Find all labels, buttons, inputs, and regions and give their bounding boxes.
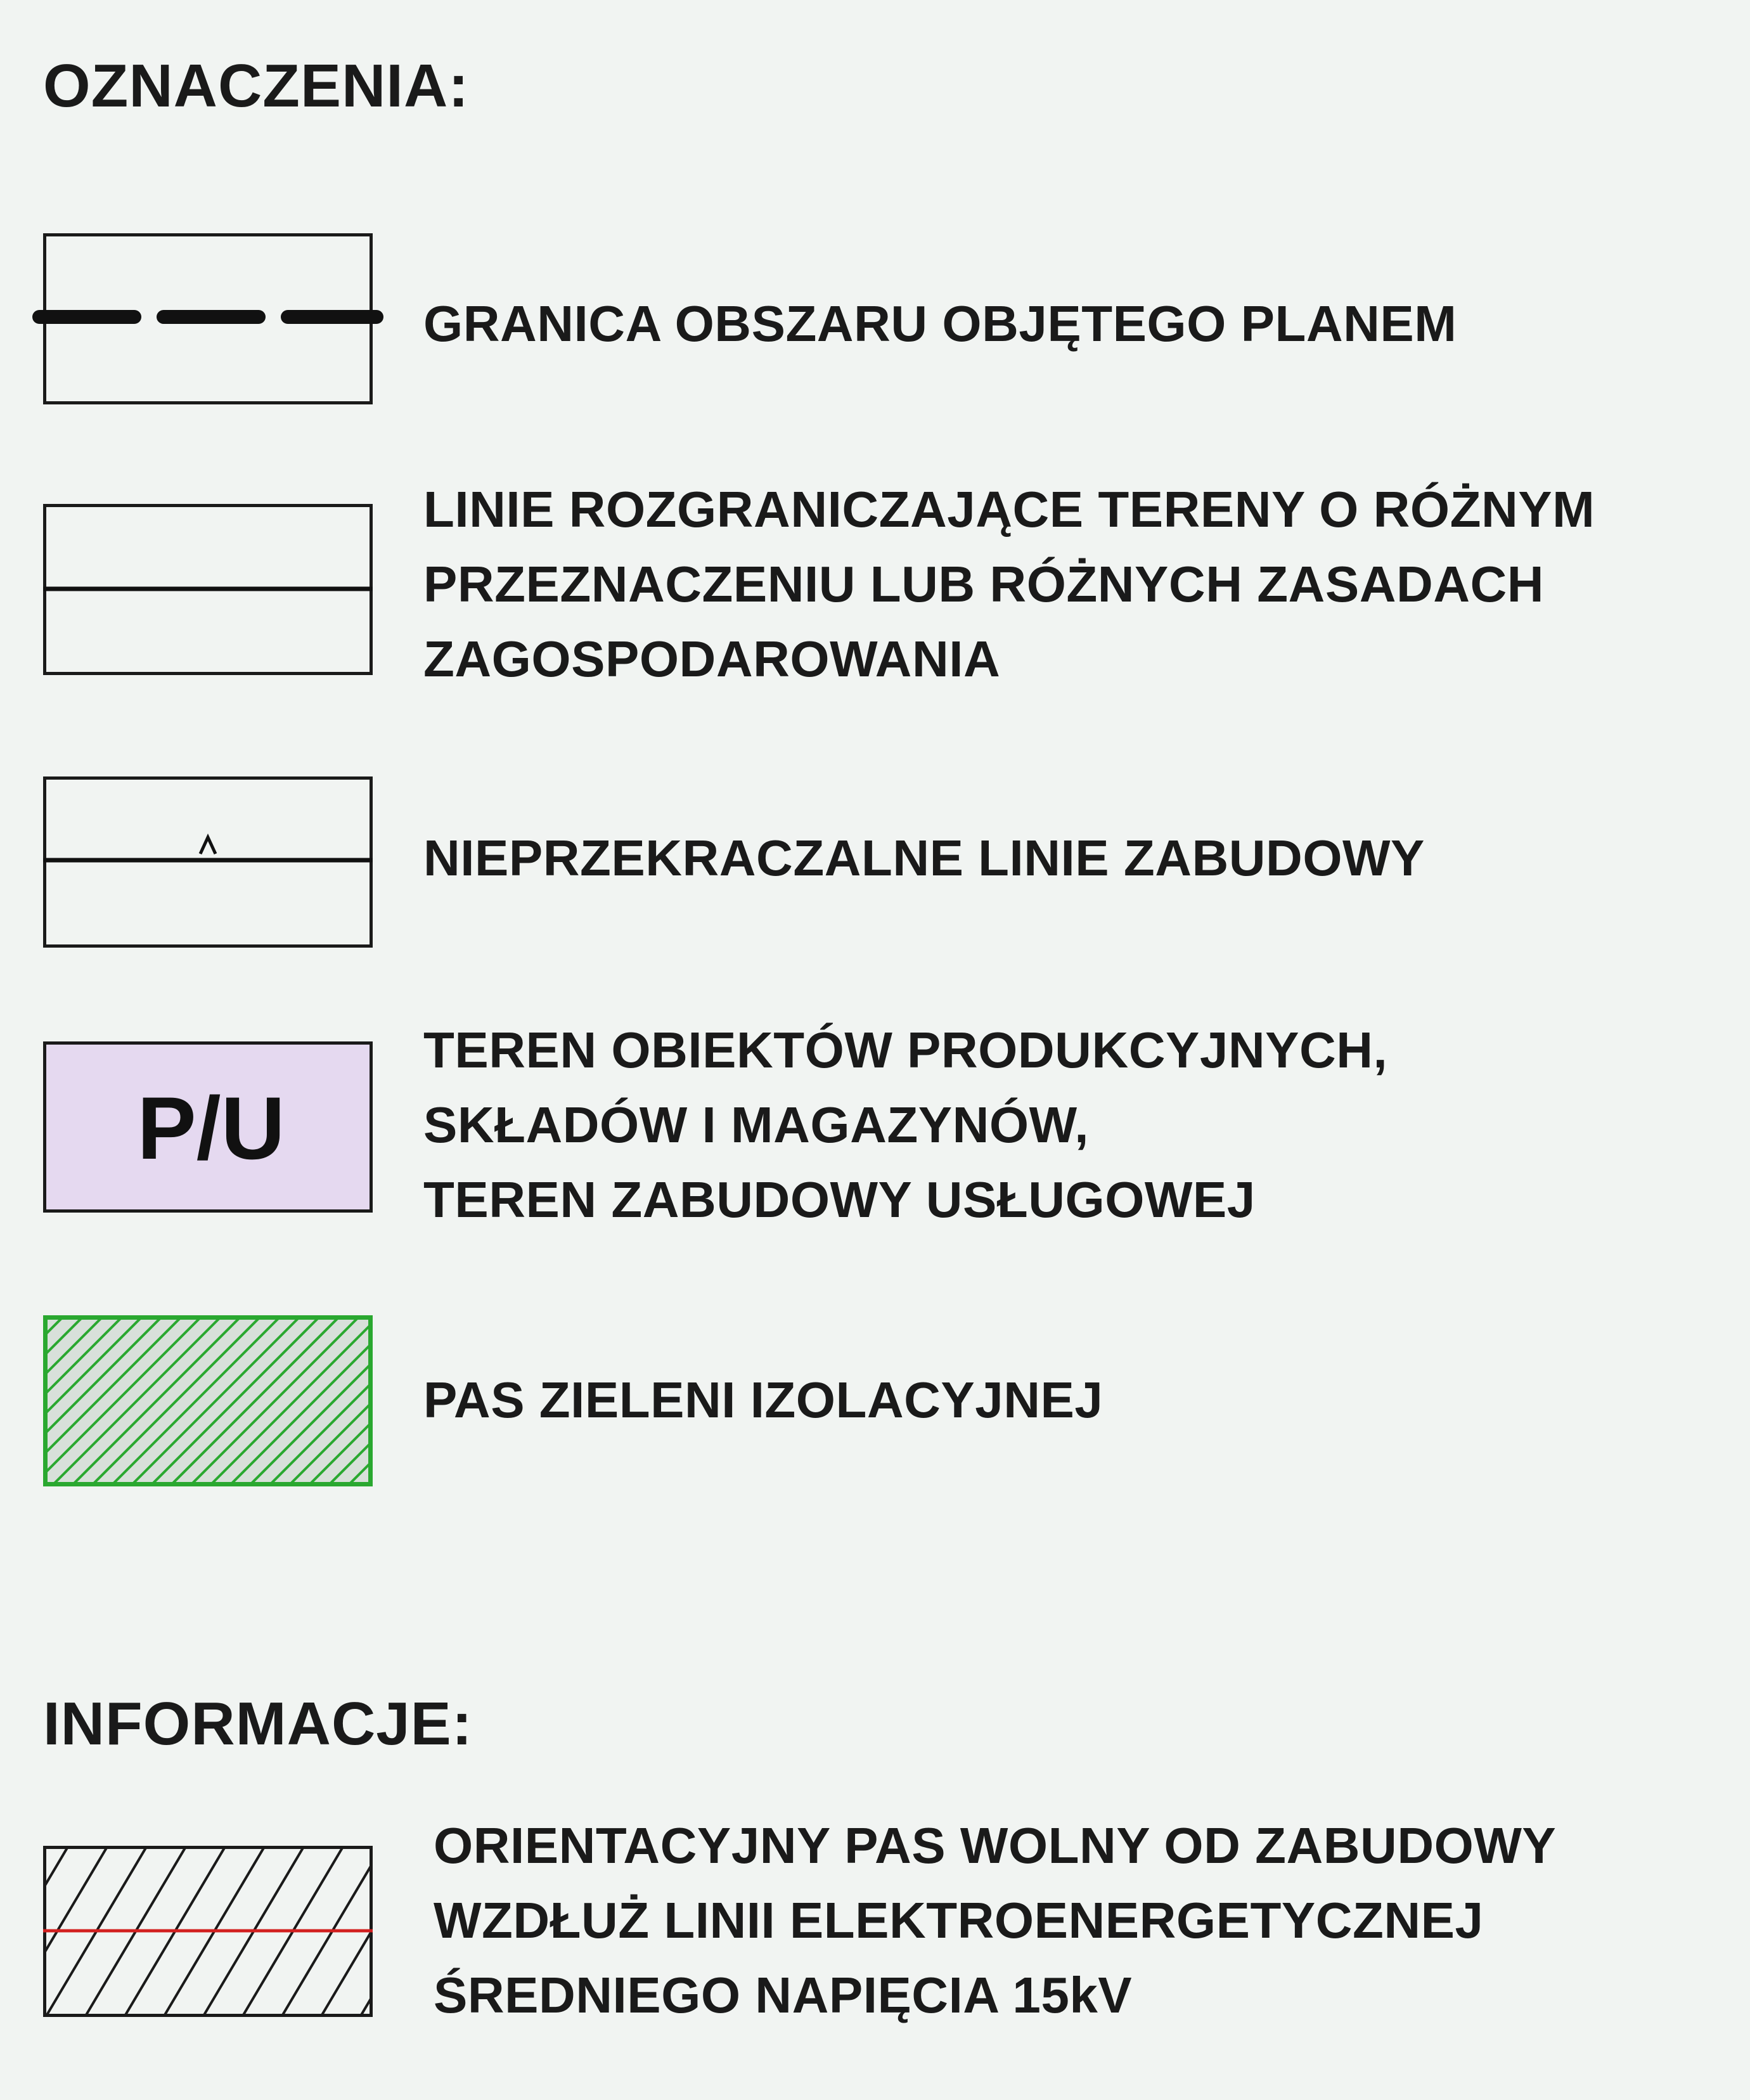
boundary-line-description: GRANICA OBSZARU OBJĘTEGO PLANEM (423, 295, 1457, 352)
production-service-zone-description: TEREN OBIEKTÓW PRODUKCYJNYCH, SKŁADÓW I MAGAZYNÓW, TEREN ZABUDOWY USŁUGOWEJ (423, 1022, 1388, 1228)
production-service-zone-symbol (43, 1041, 373, 1213)
legend-heading: OZNACZENIA: (43, 52, 470, 120)
green-buffer-zone-description: PAS ZIELENI IZOLACYJNEJ (423, 1372, 1103, 1428)
powerline-buffer-description: ORIENTACYJNY PAS WOLNY OD ZABUDOWY WZDŁUŻ LINII ELEKTROENERGETYCZNEJ ŚREDNIEGO NAPIĘCIA 15kV (434, 1817, 1557, 2023)
zone-code-label: P/U (137, 1078, 285, 1178)
green-buffer-zone-symbol (43, 1315, 373, 1486)
dividing-line-description: LINIE ROZGRANICZAJĄCE TERENY O RÓŻNYM PRZEZNACZENIU LUB RÓŻNYCH ZASADACH ZAGOSPODAROWANIA (423, 481, 1595, 687)
dividing-line-symbol (43, 504, 373, 675)
boundary-line-symbol (43, 233, 373, 404)
building-line-description: NIEPRZEKRACZALNE LINIE ZABUDOWY (423, 830, 1425, 886)
building-line-symbol (43, 776, 373, 948)
info-heading: INFORMACJE: (43, 1690, 473, 1758)
powerline-buffer-symbol (43, 1846, 373, 2017)
